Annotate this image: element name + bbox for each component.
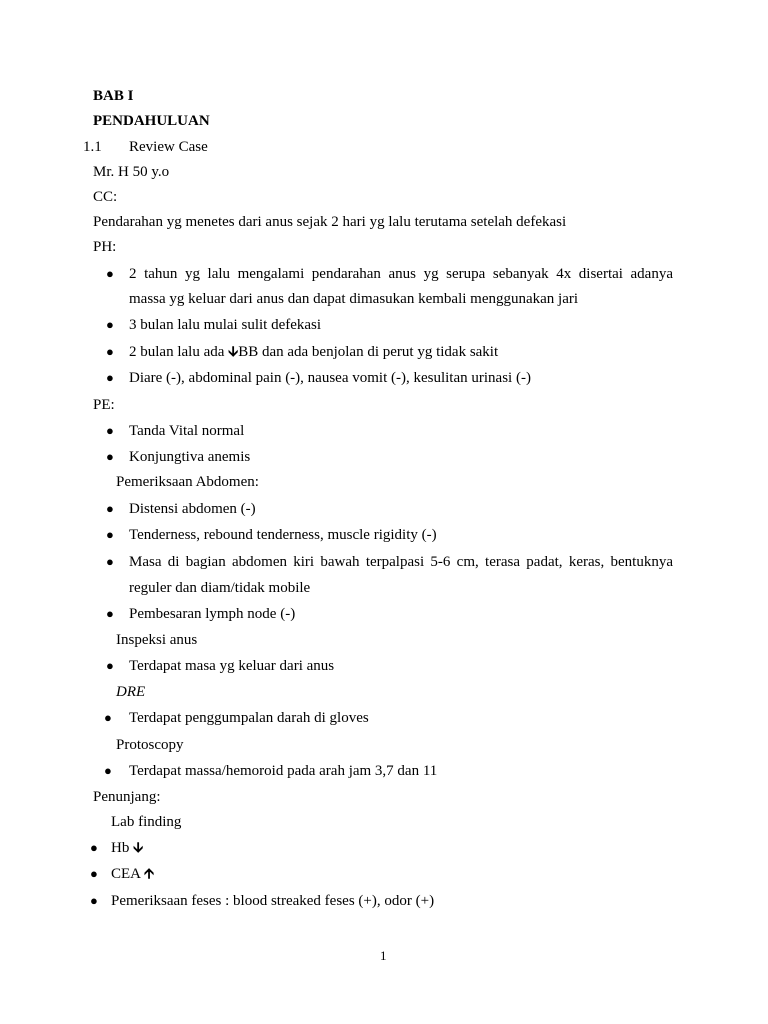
bullet-icon: ● [106,423,114,438]
abdomen-item-2: Tenderness, rebound tenderness, muscle rigidity (-) [129,527,437,543]
ph-item-3-pre: 2 bulan lalu ada [129,344,229,360]
pe-item-2: Konjungtiva anemis [129,449,251,465]
lab-label: Lab finding [111,814,182,830]
bullet-icon: ● [106,370,114,385]
abdomen-label: Pemeriksaan Abdomen: [116,474,259,490]
protoscopy-item: Terdapat massa/hemoroid pada arah jam 3,7 dan 11 [129,763,438,779]
section-title: Review Case [129,139,208,155]
ph-item-3-post: BB dan ada benjolan di perut yg tidak sakit [238,344,499,360]
chapter-label: BAB I [93,88,134,104]
lab-item-feses: Pemeriksaan feses : blood streaked feses (+), odor (+) [111,893,435,909]
dre-item: Terdapat penggumpalan darah di gloves [129,710,369,726]
bullet-icon: ● [106,344,114,359]
bullet-icon: ● [104,710,112,725]
abdomen-item-1: Distensi abdomen (-) [129,501,256,517]
arrow-down-icon: 🡫 [228,345,239,360]
chapter-title: PENDAHULUAN [93,113,210,129]
pe-label: PE: [93,397,115,413]
ph-item-1-line1: 2 tahun yg lalu mengalami pendarahan anus yg serupa sebanyak 4x disertai adanya [129,266,673,282]
bullet-icon: ● [106,317,114,332]
cc-label: CC: [93,189,118,205]
bullet-icon: ● [90,840,98,855]
penunjang-label: Penunjang: [93,789,161,805]
anus-item: Terdapat masa yg keluar dari anus [129,658,335,674]
bullet-icon: ● [106,527,114,542]
section-number: 1.1 [83,139,102,155]
anus-label: Inspeksi anus [116,632,198,648]
cc-text: Pendarahan yg menetes dari anus sejak 2 hari yg lalu terutama setelah defekasi [93,214,567,230]
lab-item-cea [111,865,154,884]
arrow-up-icon: 🡩 [143,867,154,882]
bullet-icon: ● [90,893,98,908]
bullet-icon: ● [106,658,114,673]
ph-label: PH: [93,239,117,255]
ph-item-1-line2: massa yg keluar dari anus dan dapat dimasukan kembali menggunakan jari [129,291,579,307]
dre-label: DRE [116,684,146,700]
ph-item-3 [129,343,498,362]
abdomen-item-3-line2: reguler dan diam/tidak mobile [129,580,311,596]
lab-item-hb [111,839,143,858]
bullet-icon: ● [106,554,114,569]
protoscopy-label: Protoscopy [116,737,184,753]
ph-item-4: Diare (-), abdominal pain (-), nausea vomit (-), kesulitan urinasi (-) [129,370,531,386]
arrow-down-icon: 🡫 [133,841,144,856]
abdomen-item-3-line1: Masa di bagian abdomen kiri bawah terpalpasi 5-6 cm, terasa padat, keras, bentuknya [129,554,673,570]
bullet-icon: ● [106,266,114,281]
lab-item-hb-text: Hb [111,840,134,856]
bullet-icon: ● [106,501,114,516]
bullet-icon: ● [106,449,114,464]
ph-item-2: 3 bulan lalu mulai sulit defekasi [129,317,322,333]
pe-item-1: Tanda Vital normal [129,423,245,439]
lab-item-cea-text: CEA [111,866,144,882]
bullet-icon: ● [106,606,114,621]
abdomen-item-4: Pembesaran lymph node (-) [129,606,296,622]
page-number: 1 [380,948,387,963]
patient-info: Mr. H 50 y.o [93,164,170,180]
bullet-icon: ● [90,866,98,881]
bullet-icon: ● [104,763,112,778]
